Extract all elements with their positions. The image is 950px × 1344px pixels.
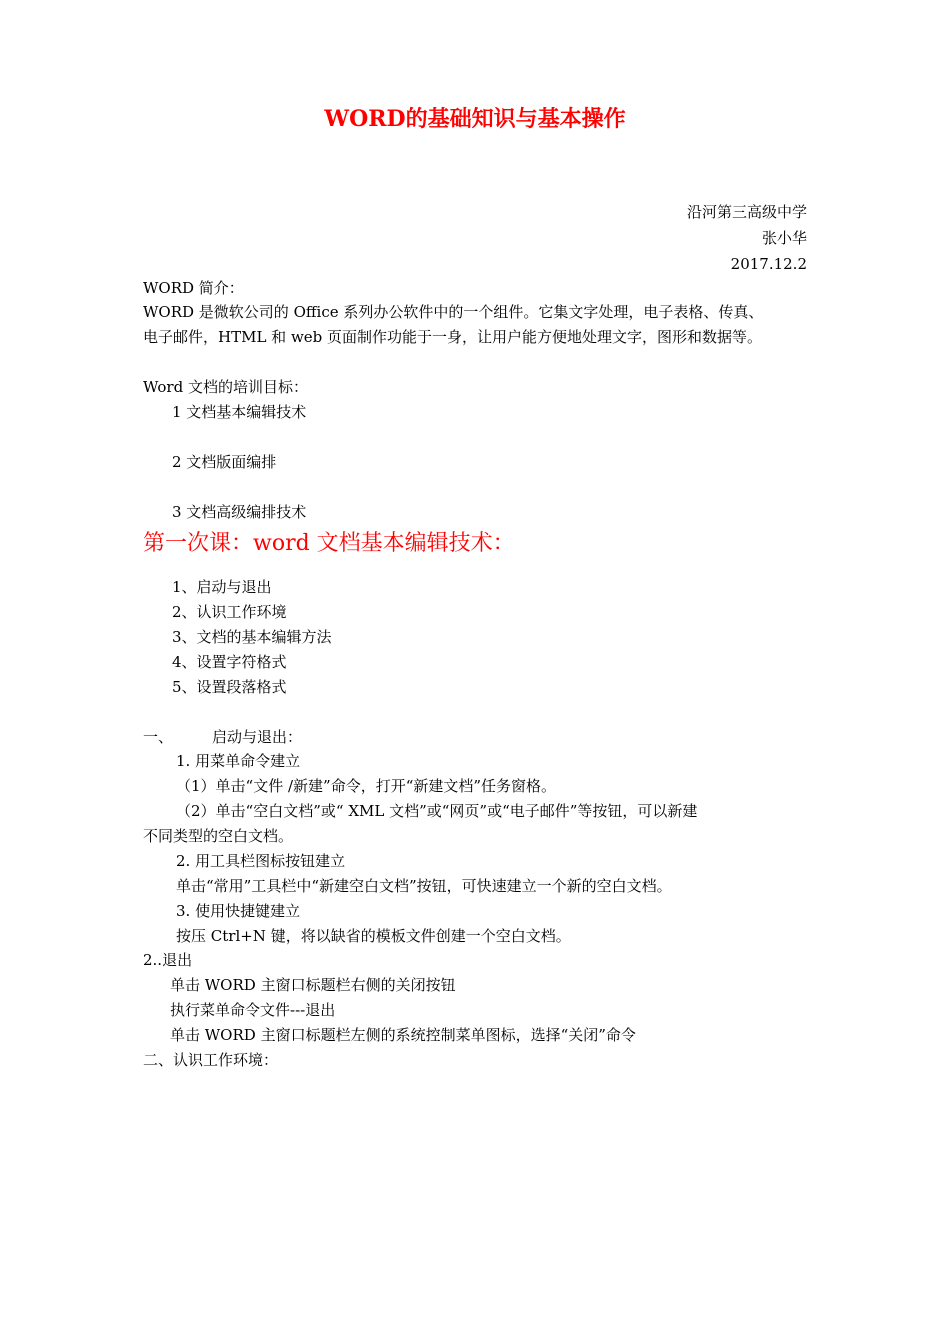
exit-line: 单击 WORD 主窗口标题栏右侧的关闭按钮 bbox=[170, 976, 456, 994]
author-name: 张小华 bbox=[761, 229, 807, 247]
lesson1-item: 2、认识工作环境 bbox=[172, 603, 287, 621]
goal-item: 1 文档基本编辑技术 bbox=[172, 403, 307, 421]
section1-line: 不同类型的空白文档。 bbox=[143, 827, 294, 845]
author-school: 沿河第三高级中学 bbox=[686, 203, 807, 221]
lesson1-item: 4、设置字符格式 bbox=[172, 653, 287, 671]
section2-heading: 二、认识工作环境： bbox=[143, 1051, 279, 1069]
section1-line: （2）单击“空白文档”或“ XML 文档”或“网页”或“电子邮件”等按钮，可以新建 bbox=[176, 802, 698, 820]
goal-item: 3 文档高级编排技术 bbox=[172, 503, 307, 521]
section1-line: 1. 用菜单命令建立 bbox=[176, 752, 301, 770]
lesson1-item: 1、启动与退出 bbox=[172, 578, 272, 596]
goal-item: 2 文档版面编排 bbox=[172, 453, 277, 471]
exit-line: 执行菜单命令文件---退出 bbox=[170, 1001, 336, 1019]
section1-line: 3. 使用快捷键建立 bbox=[176, 902, 301, 920]
lesson1-item: 3、文档的基本编辑方法 bbox=[172, 628, 332, 646]
section1-line: 单击“常用”工具栏中“新建空白文档”按钮，可快速建立一个新的空白文档。 bbox=[176, 877, 672, 895]
document-title: WORD的基础知识与基本操作 bbox=[324, 106, 626, 132]
section1-line: 2. 用工具栏图标按钮建立 bbox=[176, 852, 346, 870]
intro-heading: WORD 简介： bbox=[143, 279, 244, 297]
section1-heading: 启动与退出： bbox=[212, 728, 303, 746]
intro-line-2: 电子邮件，HTML 和 web 页面制作功能于一身，让用户能方便地处理文字，图形和数据等。 bbox=[143, 328, 763, 346]
goals-heading: Word 文档的培训目标： bbox=[143, 378, 308, 396]
section1-line: （1）单击“文件 /新建”命令，打开“新建文档”任务窗格。 bbox=[176, 777, 557, 795]
section1-number: 一、 bbox=[143, 728, 174, 746]
exit-heading: 2..退出 bbox=[143, 951, 193, 969]
lesson1-heading: 第一次课：word 文档基本编辑技术： bbox=[143, 531, 515, 556]
author-date: 2017.12.2 bbox=[730, 255, 807, 273]
section1-line: 按压 Ctrl+N 键，将以缺省的模板文件创建一个空白文档。 bbox=[176, 927, 571, 945]
lesson1-item: 5、设置段落格式 bbox=[172, 678, 287, 696]
intro-line-1: WORD 是微软公司的 Office 系列办公软件中的一个组件。它集文字处理，电子表格、传真、 bbox=[143, 303, 764, 321]
exit-line: 单击 WORD 主窗口标题栏左侧的系统控制菜单图标，选择“关闭”命令 bbox=[170, 1026, 636, 1044]
